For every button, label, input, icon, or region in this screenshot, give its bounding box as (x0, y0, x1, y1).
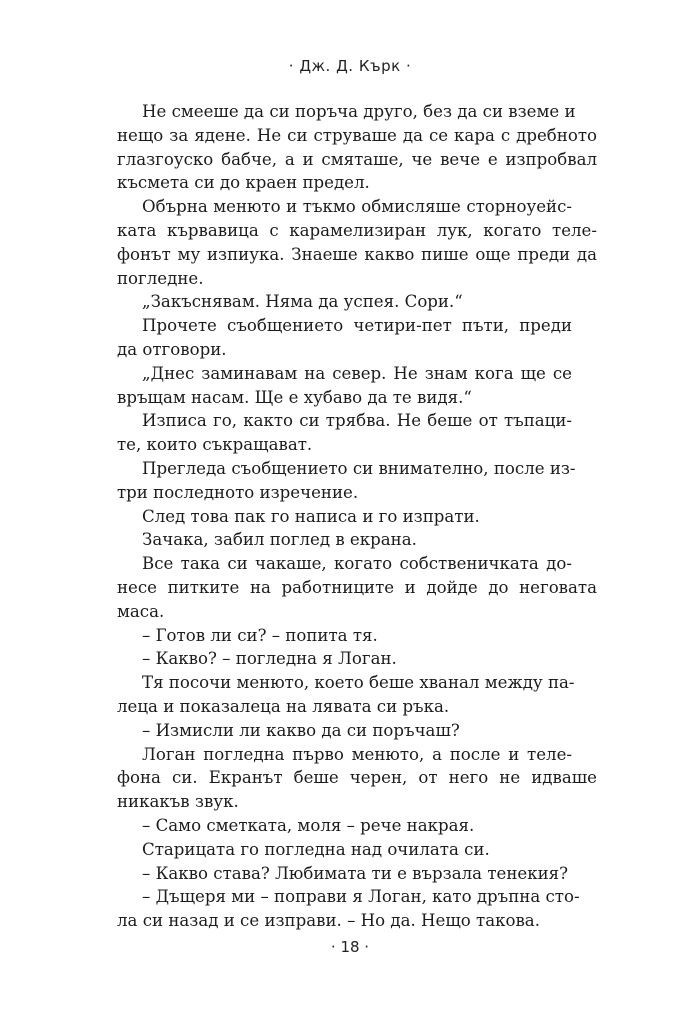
text-line: – Само сметката, моля – рече накрая. (142, 815, 475, 835)
paragraph (117, 814, 597, 838)
text-line: никакъв звук. (117, 792, 239, 812)
text-line: маса. (117, 601, 165, 621)
page-number: · 18 · (330, 938, 370, 956)
text-line: След това пак го написа и го изпрати. (142, 506, 480, 526)
text-line: погледне. (117, 268, 204, 288)
text-line: Зачака, забил поглед в екрана. (142, 530, 417, 550)
text-line: – Какво? – погледна я Логан. (142, 649, 397, 669)
text-line: ката кървавица с карамелизиран лук, когато теле- (117, 220, 597, 240)
paragraph (117, 647, 597, 671)
text-line: несе питките на работниците и дойде до неговата (117, 577, 597, 597)
text-line: – Измисли ли какво да си поръчаш? (142, 720, 460, 740)
text-line: фона си. Екранът беше черен, от него не идваше (117, 768, 597, 788)
text-line: Тя посочи менюто, което беше хванал между па- (142, 673, 575, 693)
paragraph (117, 195, 597, 290)
text-line: глазгоуско бабче, а и смяташе, че вече е изпробвал (117, 149, 597, 169)
running-header: · Дж. Д. Кърк · (288, 57, 412, 75)
text-line: Логан погледна първо менюто, а после и теле- (142, 744, 572, 764)
paragraph (117, 362, 597, 410)
text-line: Не смееше да си поръча друго, без да си вземе и (142, 102, 576, 121)
paragraph (117, 528, 597, 552)
text-line: „Закъснявам. Няма да успея. Сори.“ (142, 292, 463, 312)
text-line: Старицата го погледна над очилата си. (142, 839, 490, 859)
text-line: те, които съкращават. (117, 435, 313, 455)
text-line: Прочете съобщението четири-пет пъти, преди (142, 316, 572, 336)
text-line: връщам насам. Ще е хубаво да те видя.“ (117, 387, 472, 407)
paragraph (117, 552, 597, 623)
text-line: леца и показалеца на лявата си ръка. (117, 696, 450, 716)
text-line: Обърна менюто и тъкмо обмисляше сторноуейс- (142, 197, 572, 217)
text-line: Прегледа съобщението си внимателно, после из- (142, 458, 576, 478)
paragraph (117, 862, 597, 886)
paragraph (117, 671, 597, 719)
paragraph (117, 457, 597, 505)
paragraph (117, 100, 597, 195)
paragraph (117, 743, 597, 814)
text-line: да отговори. (117, 339, 227, 359)
text-line: Изписа го, както си трябва. Не беше от тъпаци- (142, 411, 572, 431)
text-line: – Готов ли си? – попита тя. (142, 625, 378, 645)
text-line: три последното изречение. (117, 482, 359, 502)
paragraph (117, 290, 597, 314)
paragraph (117, 505, 597, 529)
paragraph (117, 314, 597, 362)
paragraph (117, 409, 597, 457)
paragraph (117, 719, 597, 743)
text-line: „Днес заминавам на север. Не знам кога ще се (142, 363, 572, 383)
text-line: фонът му изпиука. Знаеше какво пише още преди да (117, 244, 597, 264)
text-line: – Какво става? Любимата ти е вързала тенекия? (142, 863, 569, 883)
paragraph (117, 838, 597, 862)
text-line: ла си назад и се изправи. – Но да. Нещо такова. (117, 911, 540, 931)
text-line: – Дъщеря ми – поправи я Логан, като дръпна сто- (142, 887, 580, 907)
text-line: Все така си чакаше, когато собственичката до- (142, 554, 572, 574)
text-line: нещо за ядене. Не си струваше да се кара с дребното (117, 125, 597, 145)
body-text (117, 100, 597, 933)
paragraph (117, 624, 597, 648)
text-line: късмета си до краен предел. (117, 173, 370, 193)
paragraph (117, 885, 597, 933)
